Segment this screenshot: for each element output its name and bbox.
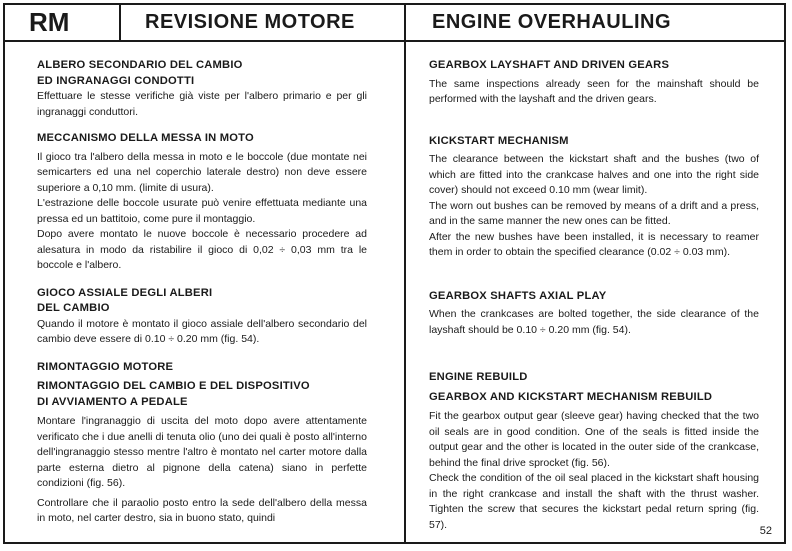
paragraph-layshaft-en: The same inspections already seen for the mainshaft should be performed with the layshaft and the driven gears. [429, 77, 759, 105]
paragraph-kickstart-en-3: After the new bushes have been installed, it is necessary to reamer them in order to obtain the specified clearance (0.02 ÷ 0.03 mm). [429, 230, 759, 258]
italian-column [37, 58, 367, 527]
heading-layshaft-en: GEARBOX LAYSHAFT AND DRIVEN GEARS [429, 59, 670, 71]
heading-rebuild-en: ENGINE REBUILD [429, 371, 528, 383]
heading-layshaft-it-2: ED INGRANAGGI CONDOTTI [37, 74, 195, 87]
paragraph-kickstart-en-2: The worn out bushes can be removed by means of a drift and a press, and in the same manner the new ones can be fitted. [429, 199, 759, 227]
paragraph-kickstart-en-1: The clearance between the kickstart shaft and the bushes (two of which are fitted into the crankcase halves and one into the right side cover) should not exceed 0.10 mm (wear limit). [429, 153, 759, 196]
section-code: RM [5, 5, 121, 40]
italian-title: REVISIONE MOTORE [145, 11, 355, 33]
paragraph-gearbox-rebuild-it-2: Controllare che il paraolio posto entro la sede dell'albero della messa in moto, nel carter destro, sia in buono stato, quindi [37, 496, 367, 524]
page-header [5, 5, 784, 42]
paragraph-layshaft-it: Effettuare le stesse verifiche già viste per l'albero primario e per gli ingranaggi conduttori. [37, 90, 367, 118]
heading-gearbox-rebuild-it: RIMONTAGGIO DEL CAMBIO E DEL DISPOSITIVO [37, 380, 310, 392]
paragraph-gearbox-rebuild-en-2: Check the condition of the oil seal placed in the kickstart shaft housing in the right crankcase and install the shaft with the thrust washer. Tighten the screw that secures the kickstart pedal return spring (fig. 57). [429, 472, 759, 531]
column-divider [404, 5, 406, 544]
heading-gearbox-rebuild-it-2: DI AVVIAMENTO A PEDALE [37, 395, 188, 408]
paragraph-kickstart-it-1: Il gioco tra l'albero della messa in moto e le boccole (due montate nei semicarters ed una nel coperchio laterale destro) non deve essere superiore a 0,10 mm. (limite di usura). [37, 150, 367, 194]
english-title: ENGINE OVERHAULING [432, 11, 672, 33]
paragraph-gearbox-rebuild-it-1: Montare l'ingranaggio di uscita del moto dopo avere attentamente verificato che i due anelli di tenuta olio (uno dei quali è posto all'interno dell'ingranaggio stesso mentre l'altro è montato nel carter motore dalla parte esterna dietro al pignone della catena) siano in perfette condizioni (fig. 56). [37, 415, 367, 489]
paragraph-axial-play-it: Quando il motore è montato il gioco assiale dell'albero secondario del cambio deve essere di 0.10 ÷ 0.20 mm (fig. 54). [37, 317, 367, 345]
page-number: 52 [759, 525, 772, 537]
heading-gearbox-rebuild-en: GEARBOX AND KICKSTART MECHANISM REBUILD [429, 390, 713, 403]
paragraph-kickstart-it-2: L'estrazione delle boccole usurate può venire effettuata mediante una pressa ed un battitoio, come pure il montaggio. [37, 197, 367, 225]
english-column [429, 58, 759, 533]
paragraph-gearbox-rebuild-en-1: Fit the gearbox output gear (sleeve gear) having checked that the two oil seals are in good condition. One of the seals is fitted inside the output gear and the other is located in the outer side of the crankcase, behind the final drive sprocket (fig. 56). [429, 410, 759, 469]
paragraph-axial-play-en: When the crankcases are bolted together, the side clearance of the layshaft should be 0.10 ÷ 0.20 mm (fig. 54). [429, 308, 759, 336]
heading-axial-play-it: GIOCO ASSIALE DEGLI ALBERI [37, 286, 213, 299]
heading-rebuild-it: RIMONTAGGIO MOTORE [37, 360, 174, 373]
paragraph-kickstart-it-3: Dopo avere montato le nuove boccole è necessario procedere ad alesatura in modo da ristabilire il gioco di 0,02 ÷ 0,03 mm tra le boccole e l'albero. [37, 228, 367, 271]
heading-axial-play-it-2: DEL CAMBIO [37, 302, 110, 314]
heading-kickstart-it: MECCANISMO DELLA MESSA IN MOTO [37, 132, 254, 144]
heading-kickstart-en: KICKSTART MECHANISM [429, 134, 569, 147]
heading-axial-play-en: GEARBOX SHAFTS AXIAL PLAY [429, 289, 607, 302]
heading-layshaft-it: ALBERO SECONDARIO DEL CAMBIO [37, 59, 243, 71]
